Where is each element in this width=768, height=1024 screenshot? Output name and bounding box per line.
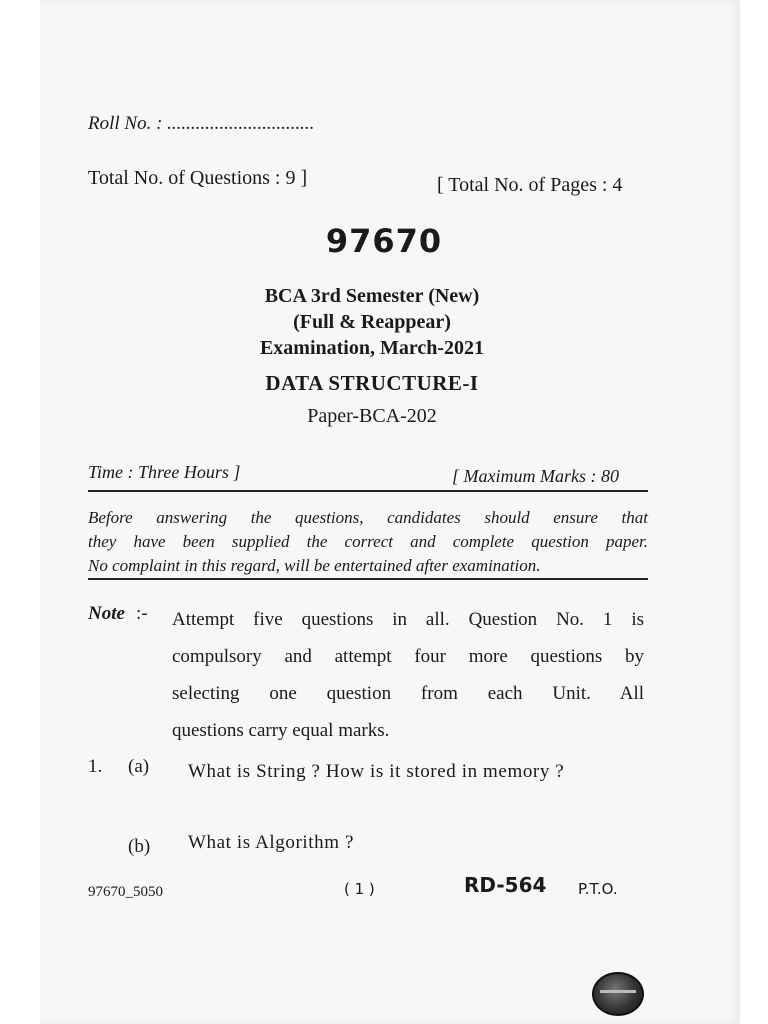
part-a-label: (a) — [128, 756, 150, 777]
instruction-line: they have been supplied the correct and complete question paper. — [88, 532, 648, 551]
part-b-text: What is Algorithm ? — [188, 832, 355, 853]
rd-code: RD-564 — [464, 873, 547, 897]
total-pages: [ Total No. of Pages : 4 — [437, 174, 623, 196]
note-line: selecting one question from each Unit. All — [172, 683, 644, 704]
note-dash: :- — [136, 603, 148, 624]
subject-title: DATA STRUCTURE-I — [265, 371, 479, 395]
note-text — [172, 601, 644, 749]
note-line: questions carry equal marks. — [172, 720, 390, 741]
note-label: Note — [88, 603, 125, 624]
part-b-label: (b) — [128, 836, 151, 857]
note-line: Attempt five questions in all. Question No. 1 is — [172, 609, 644, 630]
pto-label: P.T.O. — [578, 880, 618, 898]
divider-top — [88, 490, 648, 492]
part-a-text: What is String ? How is it stored in memory ? — [188, 761, 565, 782]
candidate-instructions — [88, 506, 648, 578]
paper-number: Paper-BCA-202 — [307, 405, 437, 427]
paper-code: 97670 — [325, 222, 443, 260]
page-number: ( 1 ) — [344, 880, 375, 898]
divider-bottom — [88, 578, 648, 580]
instruction-line: No complaint in this regard, will be entertained after examination. — [88, 556, 541, 575]
exam-type: (Full & Reappear) — [293, 311, 451, 333]
footer-code: 97670_5050 — [88, 884, 163, 900]
instruction-line: Before answering the questions, candidates should ensure that — [88, 508, 648, 527]
exam-time: Time : Three Hours ] — [88, 462, 241, 482]
stamp-icon — [592, 972, 644, 1016]
maximum-marks: [ Maximum Marks : 80 — [452, 466, 619, 486]
exam-date: Examination, March-2021 — [259, 337, 485, 359]
total-questions: Total No. of Questions : 9 ] — [88, 167, 308, 189]
question-number: 1. — [88, 756, 103, 777]
note-line: compulsory and attempt four more questions by — [172, 646, 644, 667]
exam-semester: BCA 3rd Semester (New) — [264, 285, 480, 307]
roll-number-line: Roll No. : ............................... — [88, 113, 315, 134]
